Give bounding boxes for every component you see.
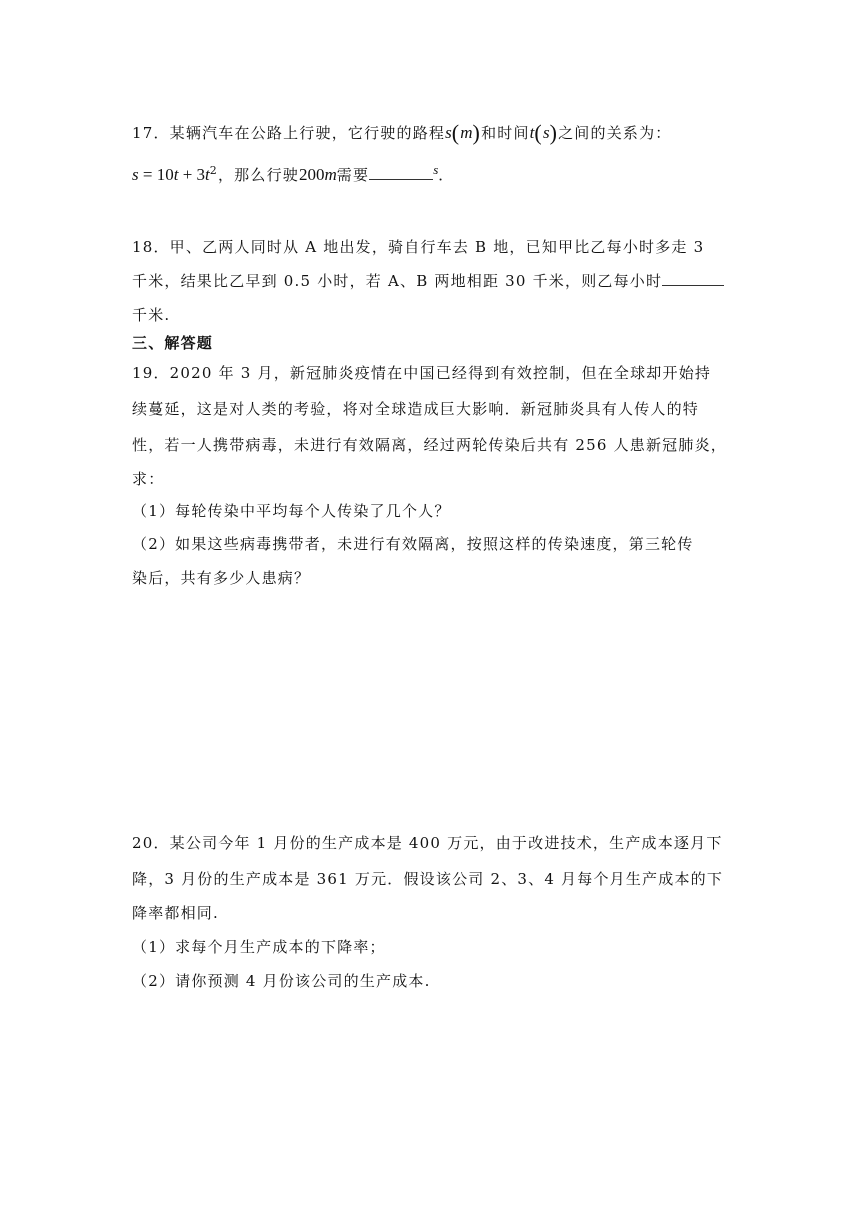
formula-exponent: 2 [209,164,218,177]
q17-text-need: 需要 [336,166,370,184]
section-heading: 三、解答题 [132,334,214,352]
answer-blank-q17[interactable] [369,165,433,180]
var-t: t [529,123,535,142]
formula-eq: = 10 [138,165,174,184]
q17-text-line2: ，那么行驶 [217,166,299,184]
q19-line2: 续蔓延，这是对人类的考验，将对全球造成巨大影响．新冠肺炎具有人传人的特 [132,400,700,418]
q20-sub1: （1）求每个月生产成本的下降率； [132,938,386,956]
q18-line3: 千米. [132,306,171,324]
var-s: s [445,123,452,142]
answer-blank-q18[interactable] [662,271,724,286]
q19-line1: 19．2020 年 3 月，新冠肺炎疫情在中国已经得到有效控制，但在全球却开始持 [132,364,712,382]
formula-t2: t [205,165,210,184]
unit-s: s [542,123,550,142]
q18-text: 千米，结果比乙早到 0.5 小时，若 A、B 两地相距 30 千米，则乙每小时 [132,272,663,290]
q19-sub1: （1）每轮传染中平均每个人传染了几个人？ [132,502,451,520]
distance-number: 200 [299,165,325,184]
q19-sub2-line2: 染后，共有多少人患病？ [132,569,311,587]
unit-m: m [460,123,473,142]
q17-line1: 17．某辆汽车在公路上行驶，它行驶的路程s(m)和时间t(s)之间的关系为： [132,120,672,145]
formula-t1: t [173,165,179,184]
q18-line1: 18．甲、乙两人同时从 A 地出发，骑自行车去 B 地，已知甲比乙每小时多走 3 [132,238,705,256]
formula-lhs: s [132,165,139,184]
q20-sub2: （2）请你预测 4 月份该公司的生产成本. [132,972,431,990]
period: ． [438,166,455,184]
q20-line3: 降率都相同. [132,904,219,922]
answer-unit: s [433,162,439,177]
distance-unit: m [324,165,337,184]
q17-text-post: 之间的关系为： [558,124,672,142]
q19-line3: 性，若一人携带病毒，未进行有效隔离，经过两轮传染后共有 256 人患新冠肺炎， [132,436,727,454]
q20-line1: 20．某公司今年 1 月份的生产成本是 400 万元，由于改进技术，生产成本逐月下 [132,834,723,852]
q19-line4: 求： [132,470,165,488]
q17-text-mid: 和时间 [481,124,530,142]
q19-sub2-line1: （2）如果这些病毒携带者，未进行有效隔离，按照这样的传染速度，第三轮传 [132,535,694,553]
q18-line2 [132,270,724,291]
q17-line2 [132,162,454,185]
q17-text: 17．某辆汽车在公路上行驶，它行驶的路程 [132,124,446,142]
q20-line2: 降，3 月份的生产成本是 361 万元．假设该公司 2、3、4 月每个月生产成本的下 [132,870,724,888]
formula-plus: + 3 [178,165,206,184]
